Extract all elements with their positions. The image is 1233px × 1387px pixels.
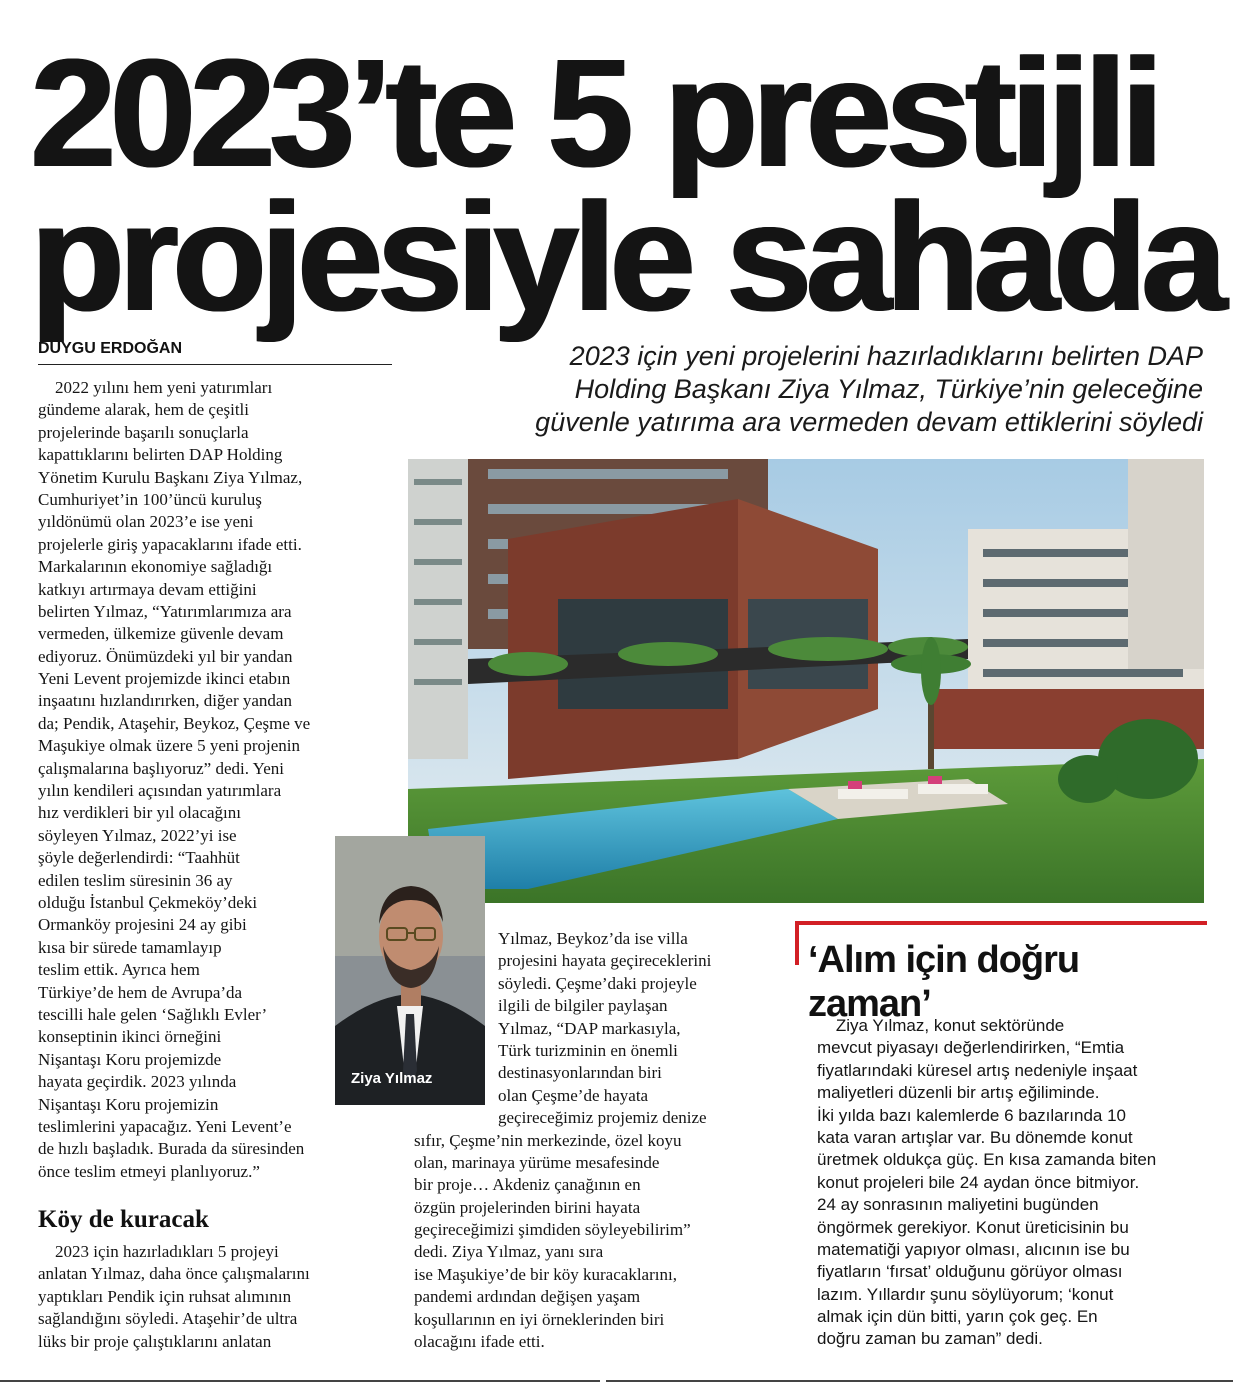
text-line: de hızlı başladık. Burada da süresinden xyxy=(38,1139,305,1159)
bottom-rule-left xyxy=(0,1380,600,1382)
text-line: Ormanköy projesini 24 ay gibi xyxy=(38,915,247,935)
building-illustration xyxy=(408,459,1204,903)
text-line: tescilli hale gelen ‘Sağlıklı Evler’ xyxy=(38,1004,268,1024)
text-line: özgün projelerinden birini hayata xyxy=(414,1197,641,1217)
text-line: öngörmek gerekiyor. Konut üreticisinin bu xyxy=(817,1217,1129,1237)
spot-line: 2023 için yeni projelerini hazırladıklarını belirten DAP xyxy=(569,341,1203,371)
text-line: projesini hayata geçireceklerini xyxy=(498,951,712,971)
text-line: kata varan artışlar var. Bu dönemde konut xyxy=(817,1127,1133,1147)
text-line: maliyetleri düzenli bir artış eğiliminde. xyxy=(817,1083,1100,1103)
article-column-2 xyxy=(414,928,774,1353)
text-line: Yılmaz, Beykoz’da ise villa xyxy=(498,929,688,948)
text-line: lazım. Yıllardır şunu söylüyorum; ‘konut xyxy=(817,1284,1114,1304)
text-line: İki yılda bazı kalemlerde 6 bazılarında 10 xyxy=(817,1105,1127,1125)
text-line: konseptinin ikinci örneğini xyxy=(38,1027,222,1047)
text-line: teslimlerini yapacağız. Yeni Levent’e xyxy=(38,1116,292,1136)
spot-line: güvenle yatırıma ara vermeden devam ettiklerini söyledi xyxy=(535,407,1203,437)
text-line: hız verdikleri bir yıl olacağını xyxy=(38,803,241,823)
spot-text xyxy=(403,340,1203,439)
text-line: pandemi ardından değişen yaşam xyxy=(414,1287,641,1307)
text-line: belirten Yılmaz, “Yatırımlarımıza ara xyxy=(38,601,292,621)
text-line: destinasyonlarından biri xyxy=(498,1063,662,1083)
project-render-photo xyxy=(408,459,1204,903)
text-line: önce teslim etmeyi planlıyoruz.” xyxy=(38,1161,260,1181)
text-line: edilen teslim süresinin 36 ay xyxy=(38,870,233,890)
text-line: projelerle giriş yapacaklarını ifade etti. xyxy=(38,534,302,554)
text-line: matematiği yapıyor olması, alıcının ise bu xyxy=(817,1239,1130,1259)
text-line: olan, marinaya yürüme mesafesinde xyxy=(414,1152,660,1172)
byline-rule xyxy=(38,364,392,365)
text-line: yılın kendileri açısından yatırımlara xyxy=(38,781,282,801)
headline-line-2: projesiyle sahada xyxy=(30,171,1221,343)
text-line: şöyle değerlendirdi: “Taahhüt xyxy=(38,848,240,868)
text-line: Türk turizminin en önemli xyxy=(498,1040,678,1060)
text-line: fiyatlarındaki küresel artış nedeniyle inşaat xyxy=(817,1060,1138,1080)
text-line: koşullarının en iyi örneklerinden biri xyxy=(414,1309,665,1329)
spot-line: Holding Başkanı Ziya Yılmaz, Türkiye’nin geleceğine xyxy=(574,374,1203,404)
text-line: teslim ettik. Ayrıca hem xyxy=(38,960,200,980)
text-line: kapattıklarını belirten DAP Holding xyxy=(38,445,283,465)
text-line: bir proje… Akdeniz çanağının en xyxy=(414,1175,641,1195)
text-line: vermeden, ülkemize güvenle devam xyxy=(38,624,284,644)
box-text xyxy=(817,1015,1209,1351)
box-accent-bar xyxy=(795,921,799,965)
text-line: anlatan Yılmaz, daha önce çalışmalarını xyxy=(38,1264,310,1284)
text-line: da; Pendik, Ataşehir, Beykoz, Çeşme ve xyxy=(38,713,311,733)
text-line: almak için dün bitti, yarın çok geç. En xyxy=(817,1307,1098,1327)
text-line: yıldönümü olan 2023’e ise yeni xyxy=(38,512,254,532)
text-line: olan Çeşme’de hayata xyxy=(498,1085,649,1105)
text-line: konut projeleri bile 24 aydan önce bitmiyor. xyxy=(817,1172,1140,1192)
text-line: söyleyen Yılmaz, 2022’yi ise xyxy=(38,825,237,845)
box-accent-rule xyxy=(795,921,1207,925)
text-line: fiyatların ‘fırsat’ olduğunu görüyor olması xyxy=(817,1262,1123,1282)
text-line: Türkiye’de hem de Avrupa’da xyxy=(38,982,243,1002)
text-line: Ziya Yılmaz, konut sektöründe xyxy=(817,1016,1065,1035)
text-line: 2023 için hazırladıkları 5 projeyi xyxy=(38,1242,279,1261)
text-line: söyledi. Çeşme’daki projeyle xyxy=(498,973,697,993)
text-line: olduğu İstanbul Çekmeköy’deki xyxy=(38,892,258,912)
text-line: doğru zaman bu zaman” dedi. xyxy=(817,1329,1043,1349)
text-line: Cumhuriyet’in 100’üncü kuruluş xyxy=(38,489,262,509)
text-line: geçireceğimiz projemiz denize xyxy=(498,1108,707,1128)
text-line: ediyoruz. Önümüzdeki yıl bir yandan xyxy=(38,646,293,666)
text-line: geçireceğimizi şimdiden söyleyebilirim” xyxy=(414,1220,691,1240)
byline: DUYGU ERDOĞAN xyxy=(38,340,183,357)
text-line: Yönetim Kurulu Başkanı Ziya Yılmaz, xyxy=(38,467,303,487)
text-line: lüks bir proje çalıştıklarını anlatan xyxy=(38,1331,272,1351)
text-line: Nişantaşı Koru projemizde xyxy=(38,1049,222,1069)
text-line: yaptıkları Pendik için ruhsat alımının xyxy=(38,1286,292,1306)
text-line: Yeni Levent projemizde ikinci etabın xyxy=(38,669,291,689)
text-line: Nişantaşı Koru projemizin xyxy=(38,1094,219,1114)
text-line: Markalarının ekonomiye sağladığı xyxy=(38,557,273,577)
text-line: kısa bir sürede tamamlayıp xyxy=(38,937,222,957)
text-line: çalışmalarına başlıyoruz” dedi. Yeni xyxy=(38,758,284,778)
text-line: inşaatını hızlandırırken, diğer yandan xyxy=(38,691,292,711)
text-line: sağlandığını söyledi. Ataşehir’de ultra xyxy=(38,1309,298,1329)
text-line: ilgili de bilgiler paylaşan xyxy=(498,996,668,1016)
text-line: projelerinde başarılı sonuçlarla xyxy=(38,422,249,442)
bottom-rule-right xyxy=(606,1380,1233,1382)
text-line: 2022 yılını hem yeni yatırımları xyxy=(38,378,273,397)
subhead: Köy de kuracak xyxy=(38,1206,209,1233)
text-line: Yılmaz, “DAP markasıyla, xyxy=(498,1018,681,1038)
text-line: gündeme alarak, hem de çeşitli xyxy=(38,400,249,420)
text-line: sıfır, Çeşme’nin merkezinde, özel koyu xyxy=(414,1130,682,1150)
text-line: hayata geçirdik. 2023 yılında xyxy=(38,1072,237,1092)
portrait-caption: Ziya Yılmaz xyxy=(351,1070,433,1087)
text-line: mevcut piyasayı değerlendirirken, “Emtia xyxy=(817,1038,1125,1058)
article-column-1b xyxy=(38,1241,394,1353)
box-title: ‘Alım için doğru zaman’ xyxy=(808,939,1080,1025)
text-line: ise Maşukiye’de bir köy kuracaklarını, xyxy=(414,1264,677,1284)
headline-line-1: 2023’te 5 prestijli xyxy=(30,27,1158,199)
text-line: 24 ay sonrasının maliyetini bugünden xyxy=(817,1195,1099,1215)
text-line: üretmek oldukça güç. En kısa zamanda biten xyxy=(817,1150,1157,1170)
text-line: dedi. Ziya Yılmaz, yanı sıra xyxy=(414,1242,604,1262)
text-line: Maşukiye olmak üzere 5 yeni projenin xyxy=(38,736,301,756)
text-line: olacağını ifade etti. xyxy=(414,1332,545,1352)
text-line: katkıyı artırmaya devam ettiğini xyxy=(38,579,257,599)
